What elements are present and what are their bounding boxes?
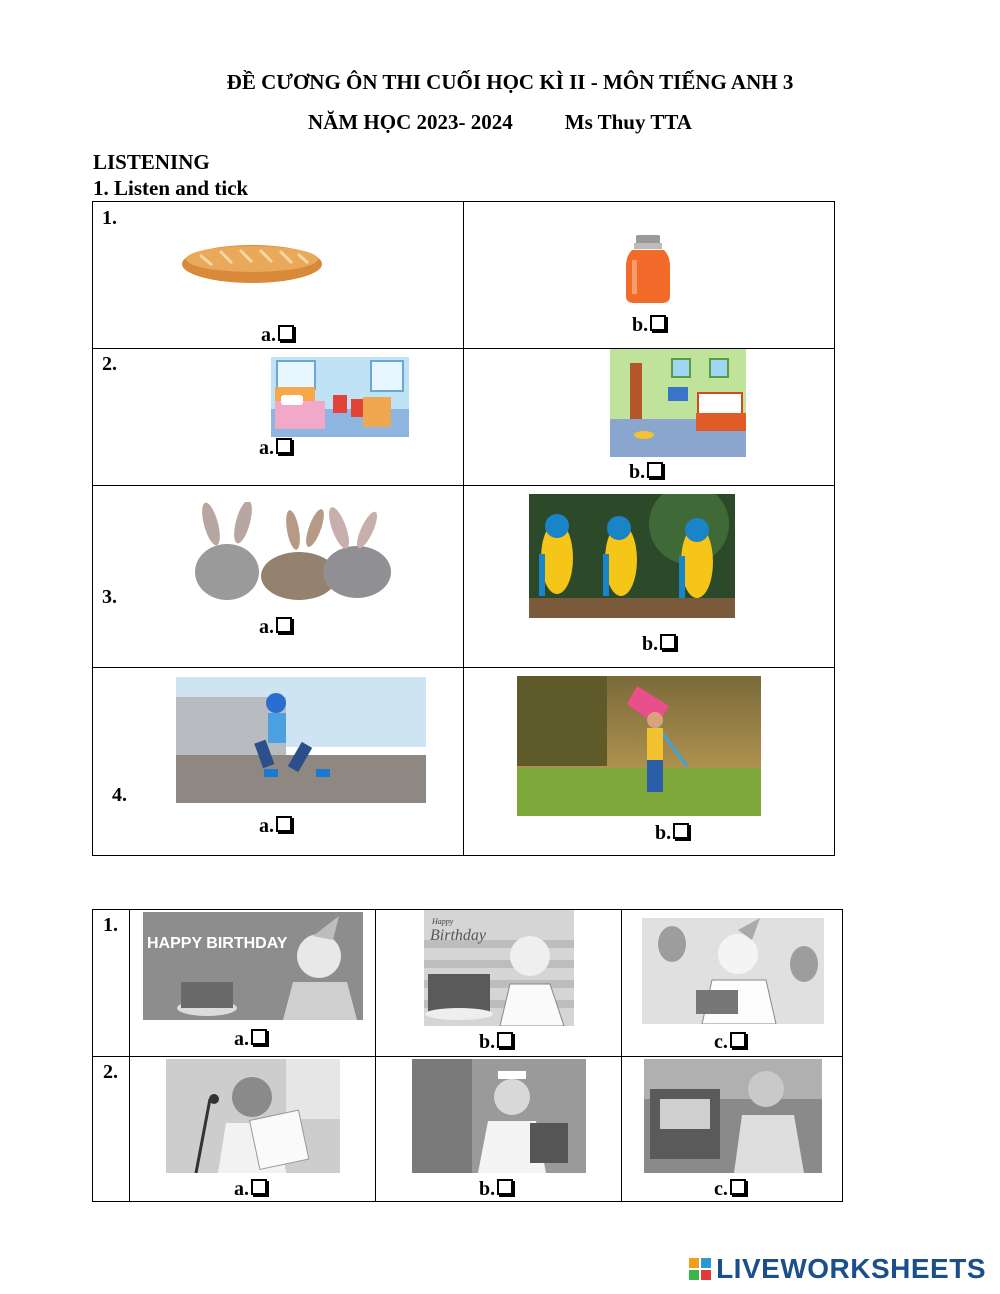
row4-cell-b xyxy=(464,668,835,856)
row1-cell-a xyxy=(93,202,464,349)
tick-box[interactable] xyxy=(276,816,292,832)
tick-box[interactable] xyxy=(251,1029,267,1045)
birthday-small-text: Happy xyxy=(432,917,454,926)
tick-box[interactable] xyxy=(251,1179,267,1195)
row2-cell-a xyxy=(93,349,464,486)
option-a: a. xyxy=(259,437,292,460)
logo-text: LIVEWORKSHEETS xyxy=(716,1253,986,1284)
row1-cell-a xyxy=(130,910,376,1057)
tick-box[interactable] xyxy=(278,325,294,341)
listen-tick-table-2 xyxy=(92,909,843,1202)
tick-box[interactable] xyxy=(276,617,292,633)
rollerskating-image xyxy=(176,677,426,803)
option-b: b. xyxy=(479,1031,513,1054)
row3-cell-b xyxy=(464,486,835,668)
tick-box[interactable] xyxy=(730,1179,746,1195)
row-number: 3. xyxy=(102,586,117,608)
option-a: a. xyxy=(234,1178,267,1201)
option-a: a. xyxy=(259,815,292,838)
worksheet-subtitle xyxy=(0,110,1000,135)
option-c: c. xyxy=(714,1031,746,1054)
birthday-banner-text: HAPPY BIRTHDAY xyxy=(147,935,288,952)
birthday-image-b xyxy=(424,910,574,1026)
row-number: 1. xyxy=(103,914,118,936)
row-number: 2. xyxy=(102,353,117,375)
birthday-script-text: Birthday xyxy=(430,927,486,944)
section-heading: LISTENING xyxy=(93,150,210,174)
rabbits-image xyxy=(189,502,395,604)
tick-box[interactable] xyxy=(497,1179,513,1195)
tick-box[interactable] xyxy=(673,823,689,839)
tick-box[interactable] xyxy=(660,634,676,650)
tick-box[interactable] xyxy=(276,438,292,454)
row3-cell-a xyxy=(93,486,464,668)
row-number: 2. xyxy=(103,1061,118,1083)
row2-cell-b xyxy=(376,1057,622,1202)
worksheet-title: ĐỀ CƯƠNG ÔN THI CUỐI HỌC KÌ II - MÔN TIẾNG ANH 3 xyxy=(226,70,794,94)
parrots-image xyxy=(529,494,735,618)
liveworksheets-logo-icon xyxy=(689,1258,711,1280)
tailor-image xyxy=(644,1059,822,1173)
nurse-image xyxy=(412,1059,586,1173)
exercise-title: 1. Listen and tick xyxy=(93,176,249,200)
option-a: a. xyxy=(259,616,292,639)
birthday-image-a xyxy=(143,912,363,1020)
row-number: 4. xyxy=(112,784,127,806)
option-b: b. xyxy=(629,461,663,484)
option-a: a. xyxy=(234,1028,267,1051)
option-b: b. xyxy=(479,1178,513,1201)
option-c: c. xyxy=(714,1178,746,1201)
listen-tick-table xyxy=(92,201,835,856)
row1-number-cell xyxy=(93,910,130,1057)
row-number: 1. xyxy=(102,207,117,229)
teacher-name: Ms Thuy TTA xyxy=(564,110,692,134)
row4-cell-a xyxy=(93,668,464,856)
row1-cell-c xyxy=(622,910,843,1057)
singer-image xyxy=(166,1059,340,1173)
liveworksheets-logo xyxy=(689,1253,986,1285)
tick-box[interactable] xyxy=(730,1032,746,1048)
row1-cell-b xyxy=(376,910,622,1057)
juice-jar-image xyxy=(624,234,672,304)
option-b: b. xyxy=(655,822,689,845)
tick-box[interactable] xyxy=(497,1032,513,1048)
tick-box[interactable] xyxy=(650,315,666,331)
bread-image xyxy=(178,237,326,287)
row2-number-cell xyxy=(93,1057,130,1202)
bedroom-image-a xyxy=(271,357,409,437)
option-a: a. xyxy=(261,324,294,347)
bedroom-image-b xyxy=(610,349,746,457)
birthday-image-c xyxy=(642,918,824,1024)
option-b: b. xyxy=(642,633,676,656)
kite-flying-image xyxy=(517,676,761,816)
row2-cell-a xyxy=(130,1057,376,1202)
row1-cell-b xyxy=(464,202,835,349)
option-b: b. xyxy=(632,314,666,337)
row2-cell-c xyxy=(622,1057,843,1202)
tick-box[interactable] xyxy=(647,462,663,478)
school-year: NĂM HỌC 2023- 2024 xyxy=(308,110,513,134)
row2-cell-b xyxy=(464,349,835,486)
